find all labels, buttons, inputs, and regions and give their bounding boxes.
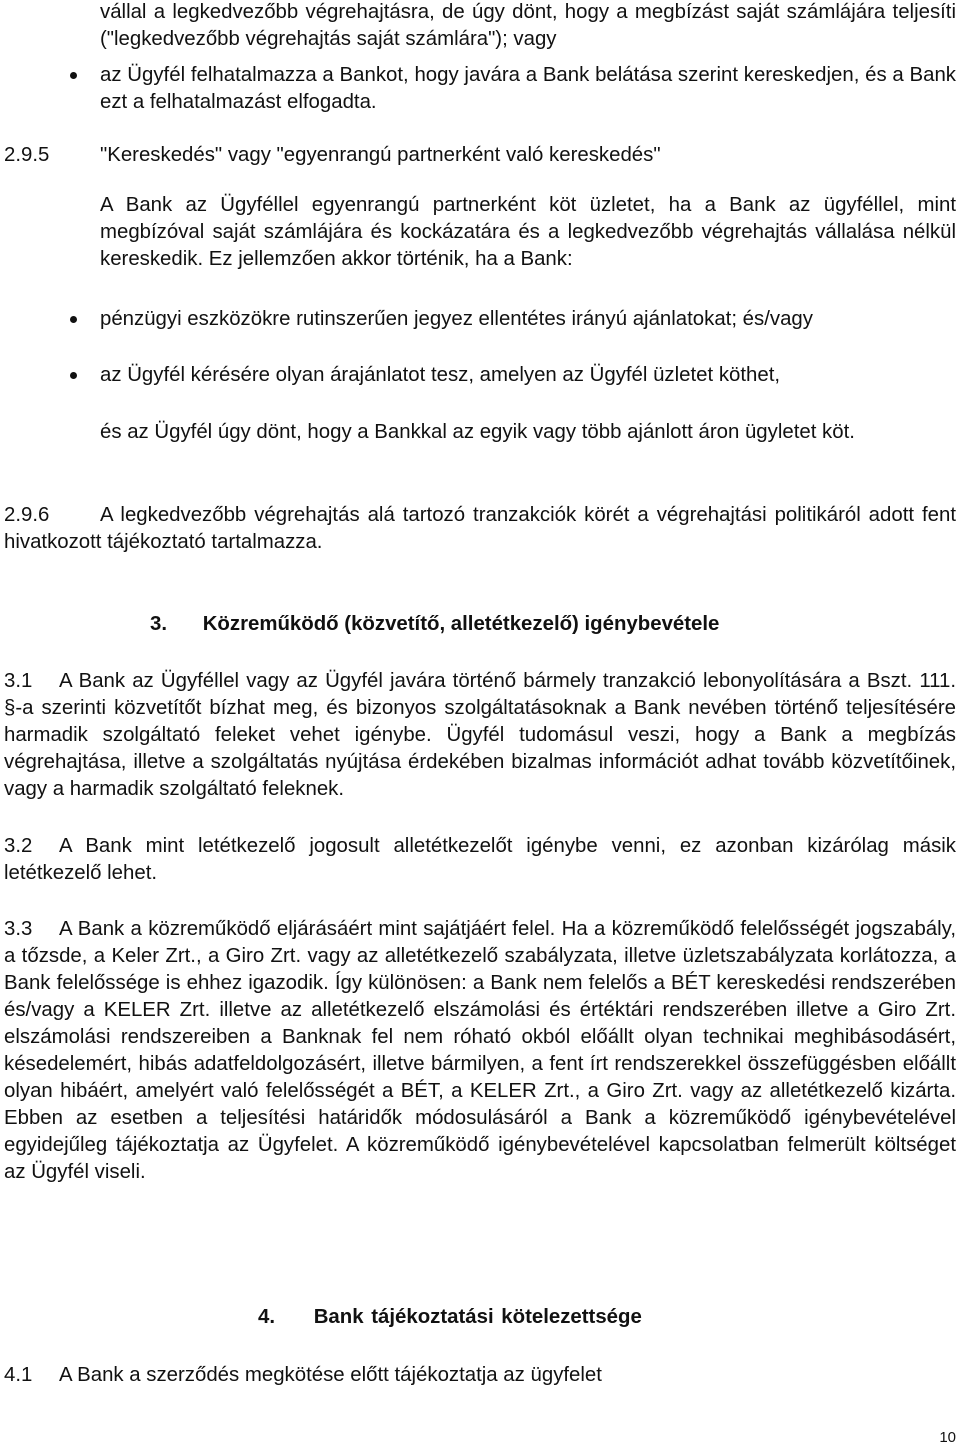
section-4-1-text: A Bank a szerződés megkötése előtt tájékoztatja az ügyfelet: [59, 1364, 602, 1386]
section-2-9-5-number: 2.9.5: [4, 144, 50, 166]
section-3-title: Közreműködő (közvetítő, alletétkezelő) igénybevétele: [202, 613, 720, 635]
section-3-3-text: A Bank a közreműködő eljárásáért mint sajátjáért felel. Ha a közreműködő felelősségét jogszabály, a tőzsde, a Keler Zrt., a Giro Zrt. vagy az alletétkezelő szabályzata, illetve üzletszabályzata korlátozza, a Bank felelőssége is ehhez igazodik. Így különösen: a Bank nem felelős a BÉT kereskedési rendszerében és/vagy a KELER Zrt. illetve az alletétkezelő elszámolási és értéktári rendszerében illetve a Giro Zrt. elszámolási rendszereiben a Banknak fel nem róható okból előállt olyan technikai meghibásodásért, késedelemért, hibás adatfeldolgozásért, illetve bármilyen, a fent írt rendszerekkel összefüggésben előállt olyan hibáért, amelyért való felelősségét a BÉT, a KELER Zrt., a Giro Zrt. vagy az alletétkezelő kizárta. Ebben az esetben a teljesítési határidők módosulásáról a Bank a közreműködő igénybevételével egyidejűleg tájékoztatja az Ügyfelet. A közreműködő igénybevételével kapcsolatban felmerült költséget az Ügyfél viseli.: [4, 918, 956, 1183]
top-continuation-paragraph: vállal a legkedvezőbb végrehajtásra, de úgy dönt, hogy a megbízást saját számlájára teljesíti ("legkedvezőbb végrehajtás saját számlára"); vagy: [100, 1, 956, 50]
bullet-dot-icon: [70, 372, 77, 379]
section-3-heading: [150, 611, 719, 638]
section-2-9-6-text: A legkedvezőbb végrehajtás alá tartozó tranzakciók körét a végrehajtási politikáról adott fent hivatkozott tájékoztató tartalmazza.: [4, 504, 956, 553]
section-3-2-number: 3.2: [4, 835, 33, 857]
top-bullet-text: az Ügyfél felhatalmazza a Bankot, hogy javára a Bank belátása szerint kereskedjen, és a Bank ezt a felhatalmazást elfogadta.: [100, 64, 956, 113]
section-3-1-text: A Bank az Ügyféllel vagy az Ügyfél javára történő bármely tranzakció lebonyolítására a Bszt. 111. §-a szerinti közvetítőt bízhat meg, és bizonyos szolgáltatásoknak a Bank nevében történő teljesítésére harmadik szolgáltató feleket vehet igénybe. Ügyfél tudomásul veszi, hogy a Bank a megbízás végrehajtása, illetve a szolgáltatás nyújtása érdekében bizalmas információt adhat tovább közvetítőinek, vagy a harmadik szolgáltató feleknek.: [4, 670, 956, 800]
section-2-9-6-number: 2.9.6: [4, 504, 50, 526]
bullet-1-text: pénzügyi eszközökre rutinszerűen jegyez ellentétes irányú ajánlatokat; és/vagy: [100, 308, 813, 330]
bullet-dot-icon: [70, 72, 77, 79]
section-3-number: 3.: [150, 613, 168, 635]
page-number: 10: [939, 1429, 956, 1446]
section-2-9-5-paragraph: A Bank az Ügyféllel egyenrangú partnerként köt üzletet, ha a Bank az ügyféllel, mint megbízóval saját számlájára és kockázatára és a legkedvezőbb végrehajtás vállalása nélkül kereskedik. Ez jellemzően akkor történik, ha a Bank:: [100, 194, 956, 270]
section-4-number: 4.: [258, 1306, 276, 1328]
section-2-9-5-closing: és az Ügyfél úgy dönt, hogy a Bankkal az egyik vagy több ajánlott áron ügyletet köt.: [100, 421, 855, 443]
section-2-9-5-bullet-2: [57, 362, 956, 409]
section-3-2-text: A Bank mint letétkezelő jogosult alletétkezelőt igénybe venni, ez azonban kizárólag másik letétkezelő lehet.: [4, 835, 956, 884]
section-4-heading: [258, 1304, 642, 1331]
bullet-2-text: az Ügyfél kérésére olyan árajánlatot tesz, amelyen az Ügyfél üzletet köthet,: [100, 364, 781, 386]
section-3-2-paragraph: [4, 833, 956, 887]
section-3-3-number: 3.3: [4, 918, 33, 940]
top-bullet-item: [57, 62, 956, 136]
section-3-1-paragraph: [4, 668, 956, 803]
bullet-dot-icon: [70, 316, 77, 323]
section-2-9-5-title: "Kereskedés" vagy "egyenrangú partnerként való kereskedés": [100, 144, 661, 166]
section-4-1-number: 4.1: [4, 1364, 33, 1386]
section-3-3-paragraph: [4, 916, 956, 1186]
section-2-9-5-heading: [4, 142, 661, 169]
section-4-1-paragraph: [4, 1362, 956, 1389]
section-2-9-5-bullet-1: [57, 306, 956, 353]
section-3-1-number: 3.1: [4, 670, 33, 692]
section-4-title: Bank tájékoztatási kötelezettsége: [313, 1306, 642, 1328]
section-2-9-6-paragraph: [4, 502, 956, 556]
